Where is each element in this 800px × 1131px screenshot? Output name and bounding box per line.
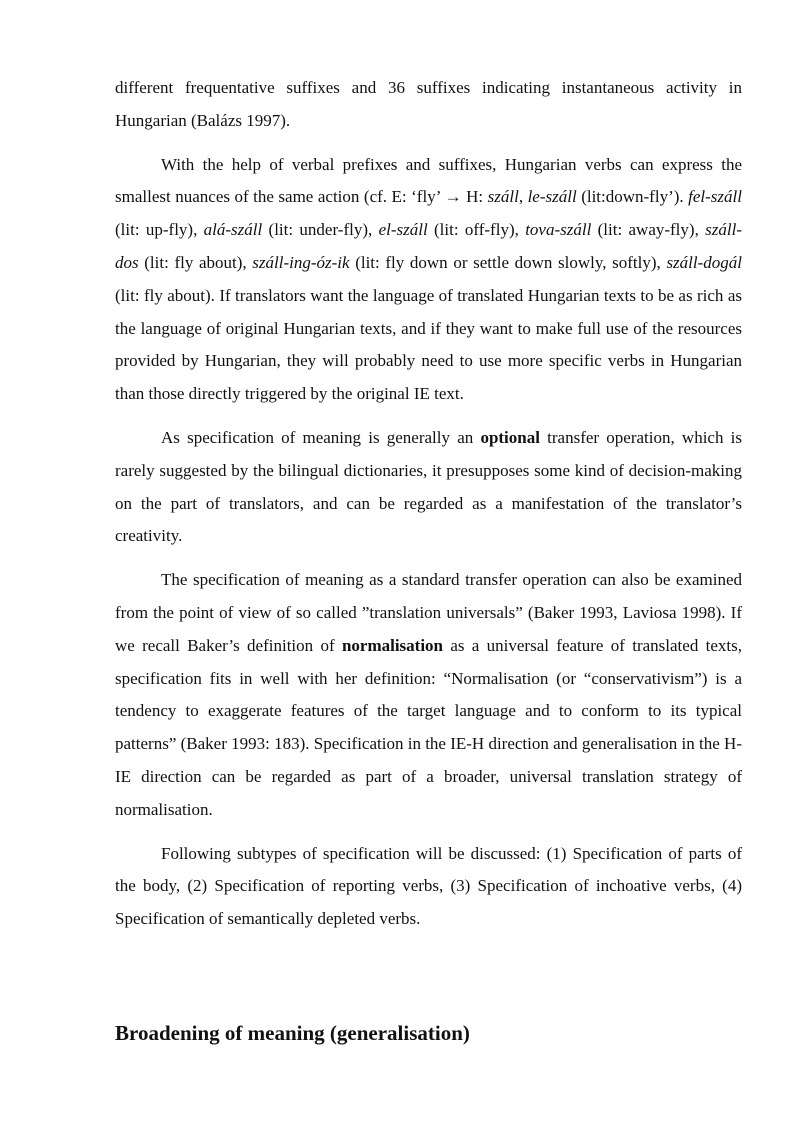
paragraph-text: Following subtypes of specification will be discussed: (1) Specification of parts of the body, (2) Specification of reporting verbs, (3) Specification of inchoative verbs, (4) Specification of semantically depleted verbs. (115, 843, 742, 929)
paragraph-subtypes (115, 838, 742, 936)
paragraph-text: different frequentative suffixes and 36 suffixes indicating instantaneous activity in Hungarian (Balázs 1997). (115, 78, 742, 130)
hungarian-example: tova-száll (525, 220, 592, 240)
paragraph-optional-operation (115, 422, 742, 553)
document-body (115, 72, 742, 936)
hungarian-example: le-száll (527, 187, 577, 207)
text-run: (lit: under-fly), (262, 220, 379, 240)
section-heading: Broadening of meaning (generalisation) (115, 1021, 470, 1045)
hungarian-example: száll-dos (115, 220, 742, 272)
paragraph-translation-universals (115, 564, 742, 826)
hungarian-example: alá-száll (203, 220, 263, 240)
text-run: (lit:down-fly’). (576, 187, 689, 207)
text-run: With the help of verbal prefixes and suffixes, Hungarian verbs can express the smallest nuances of the same action (cf. E: ‘fly’ → H: (115, 154, 742, 207)
text-run: (lit: fly down or settle down slowly, softly), (349, 252, 667, 272)
hungarian-example: száll-ing-óz-ik (252, 252, 350, 272)
text-run: (lit: up-fly), (115, 220, 204, 240)
text-run: (lit: off-fly), (427, 220, 526, 240)
text-run: as a universal feature of translated texts, specification fits in well with her definition: “Normalisation (or “conservativism”) is a tendency to exaggerate features of the target language and to conform to its typical patterns” (Baker 1993: 183). Specification in the IE-H direction and generalisation in the H-IE direction can be regarded as part of a broader, universal translation strategy of normalisation. (115, 635, 742, 819)
hungarian-example: el-száll (378, 220, 428, 240)
text-run: (lit: fly about), (138, 252, 253, 272)
paragraph-verbal-prefixes (115, 149, 742, 411)
text-run: (lit: away-fly), (591, 220, 706, 240)
text-run: , (518, 187, 528, 207)
bold-term: normalisation (341, 635, 444, 655)
text-run: As specification of meaning is generally an (161, 427, 481, 447)
text-run: transfer operation, which is rarely suggested by the bilingual dictionaries, it presupposes some kind of decision-making on the part of translators, and can be regarded as a manifestation of the translator’s creativity. (115, 427, 742, 546)
bold-term: optional (480, 427, 540, 447)
text-run: The specification of meaning as a standard transfer operation can also be examined from the point of view of so called ”translation universals” (Baker 1993, Laviosa 1998). If we recall Baker’s definition of (115, 570, 742, 655)
hungarian-example: fel-száll (688, 187, 742, 207)
paragraph-continuation (115, 72, 742, 138)
hungarian-example: száll (487, 187, 519, 207)
hungarian-example: száll-dogál (666, 252, 742, 272)
text-run: (lit: fly about). If translators want the language of translated Hungarian texts to be as rich as the language of original Hungarian texts, and if they want to make full use of the resources provided by Hungarian, they will probably need to use more specific verbs in Hungarian than those directly triggered by the original IE text. (115, 285, 742, 404)
